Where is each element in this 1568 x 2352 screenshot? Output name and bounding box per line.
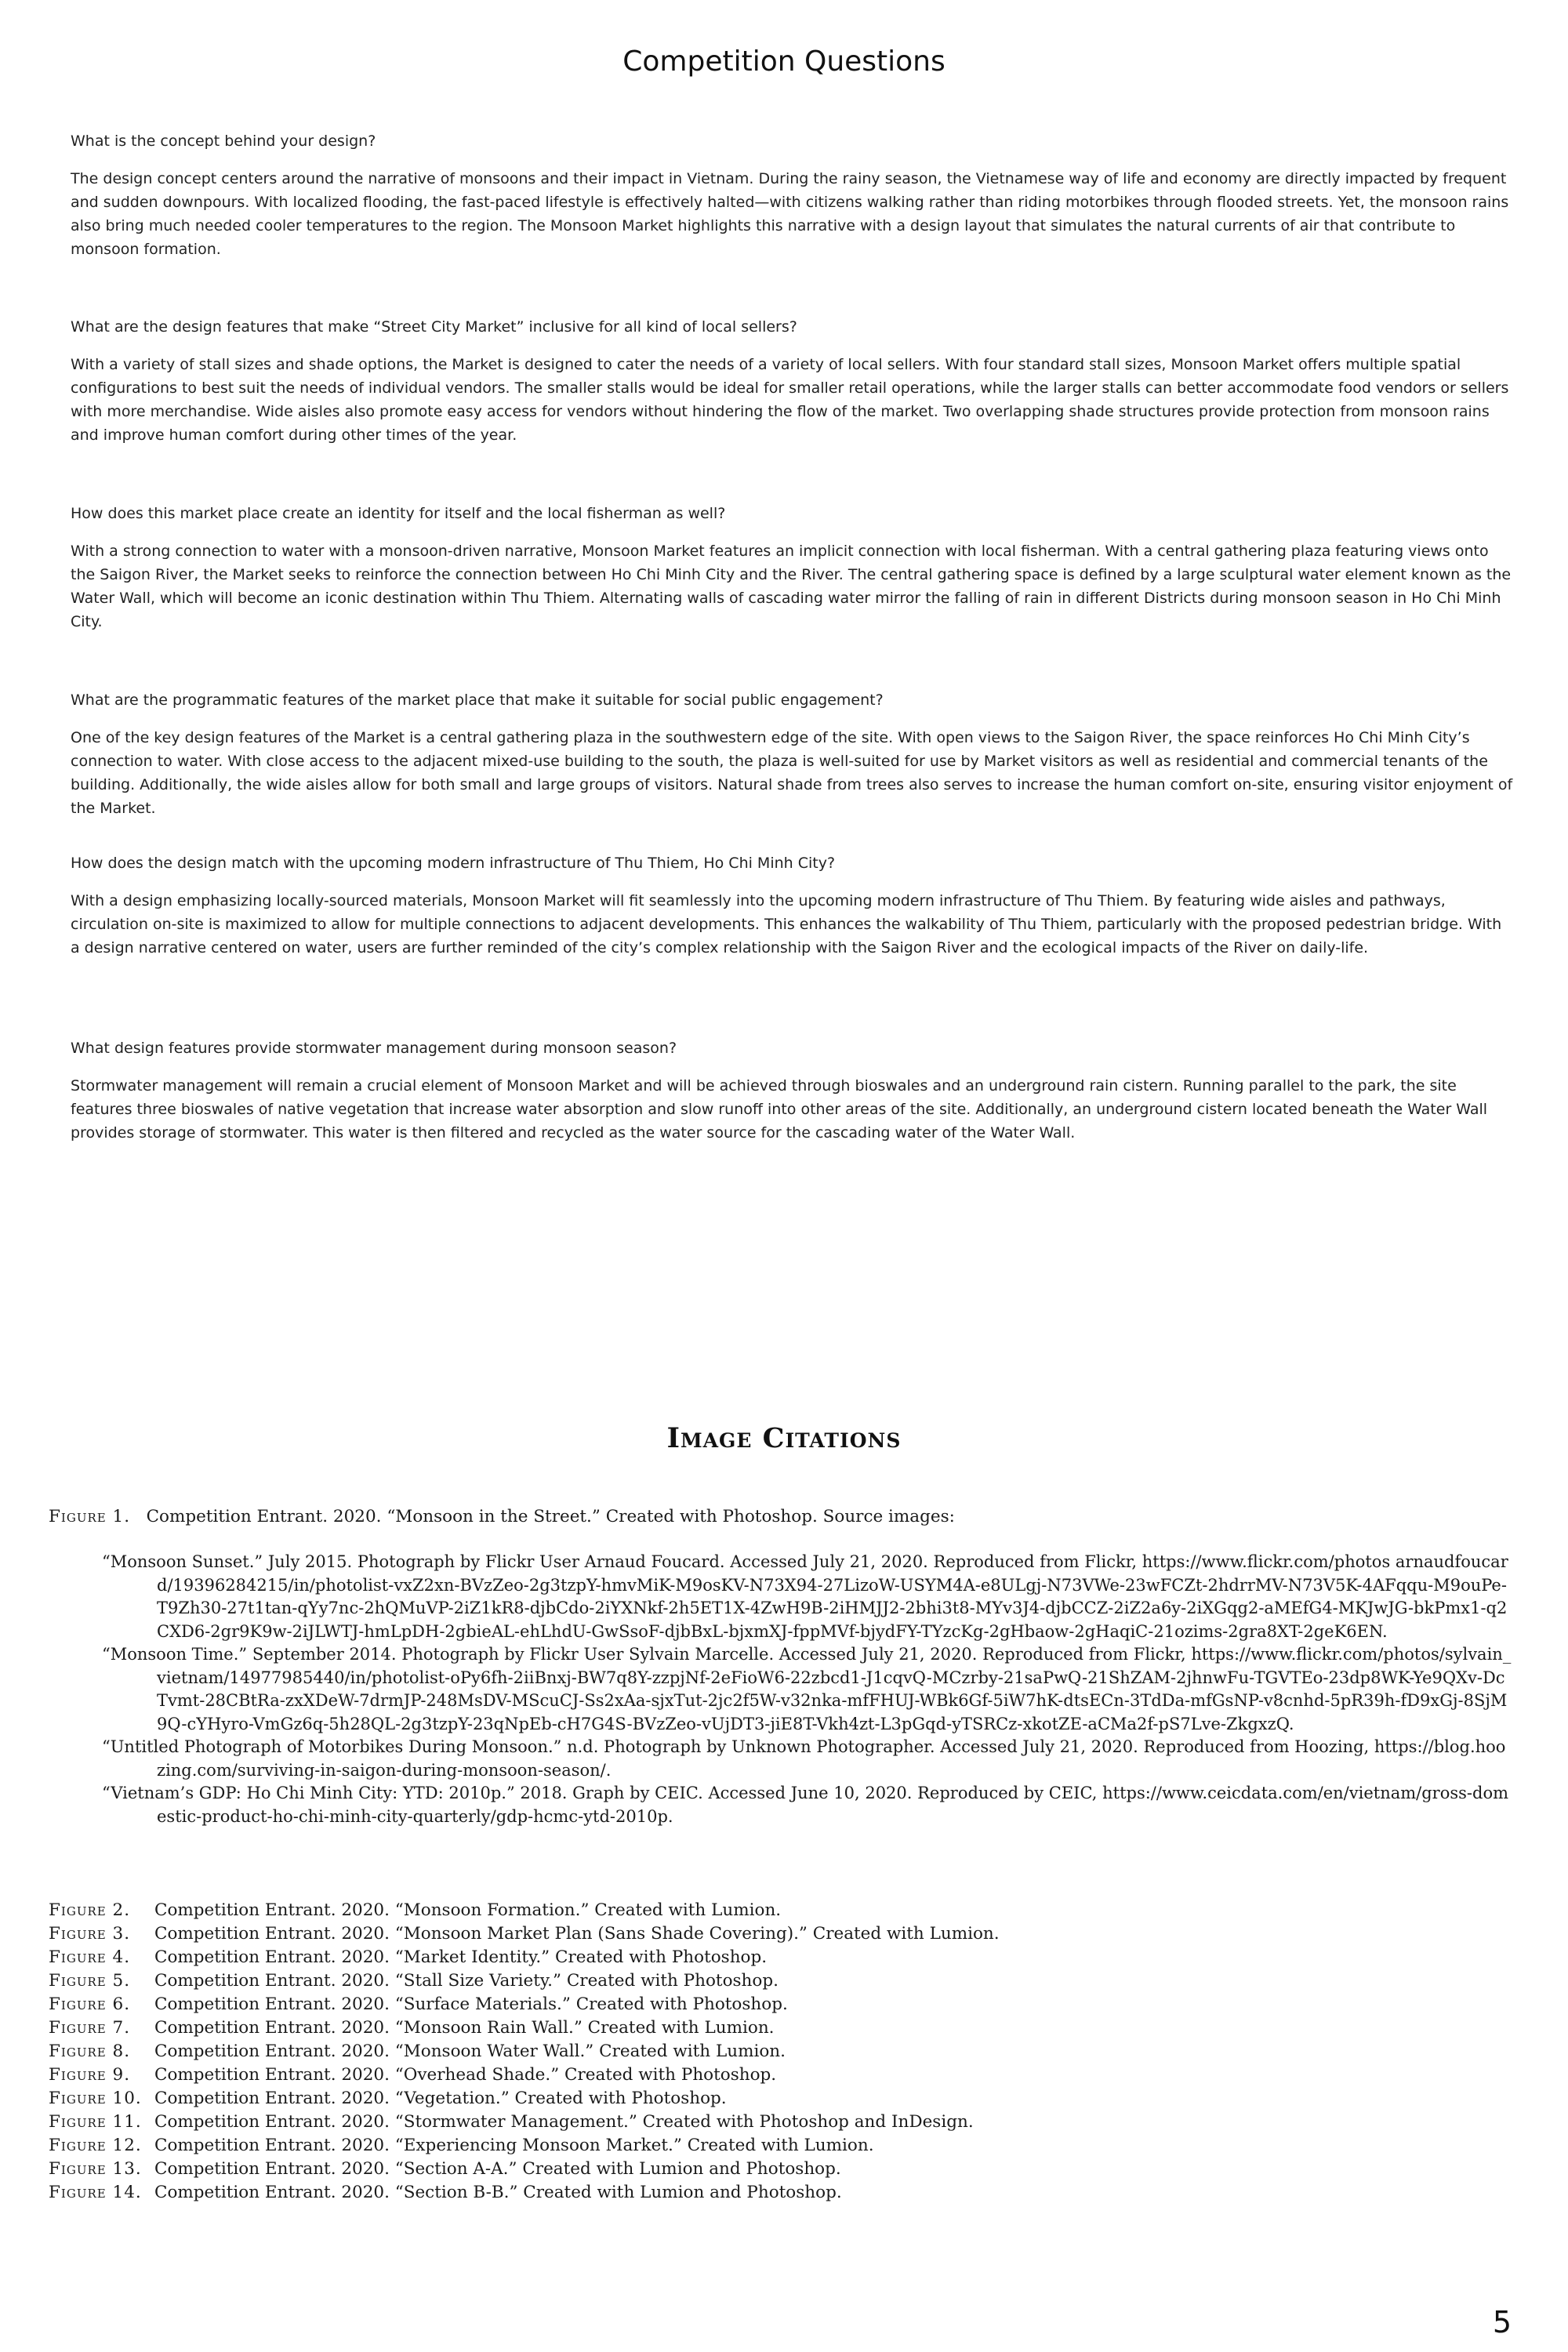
qa-block [71, 851, 1513, 960]
figure-label: Figure 13. [49, 2159, 142, 2179]
figure-citation-list [49, 1899, 1523, 2205]
competition-questions-heading: Competition Questions [622, 45, 946, 78]
figure-citation [49, 1922, 1523, 1946]
figure-citation [49, 2158, 1523, 2181]
figure-citation [49, 2111, 1523, 2134]
figure-label: Figure 6. [49, 1994, 131, 2014]
figure-text: Competition Entrant. 2020. “Overhead Shade.” Created with Photoshop. [154, 2065, 777, 2085]
figure-text: Competition Entrant. 2020. “Stormwater Management.” Created with Photoshop and InDesign. [154, 2112, 974, 2132]
question: What are the programmatic features of the market place that make it suitable for social public engagement? [71, 691, 884, 709]
figure-label: Figure 8. [49, 2042, 131, 2061]
figure-label: Figure 5. [49, 1971, 131, 1991]
figure-label: Figure 1. [49, 1507, 131, 1526]
qa-block [71, 129, 1513, 261]
figure-label: Figure 9. [49, 2065, 131, 2085]
source-citation: “Monsoon Sunset.” July 2015. Photograph by Flickr User Arnaud Foucard. Accessed July 21, 2020. Reproduced from Flickr, https://www.flickr.com/photos arnaudfoucard/19396284215/in/photolist-vxZ2xn-BVzZeo-2g3tzpY-hmvMiK-M9osKV-N73X94-27LizoW-USYM4A-e8ULgj-N73VWe-23wFCZt-2hdrrMV-N73V5K-4AFqqu-M9ouPe-T9Zh30-27t1tan-qYy7nc-2hQMuVP-2iZ1kR8-djbCdo-2iYXNkf-2h5ET1X-4ZwH9B-2iHMJJ2-2bhi3t8-MYv3J4-djbCCZ-2iZ2a6y-2iXGqg2-aMEfG4-MKJwJG-bkPmx1-q2CXD6-2gr9K9w-2iJLWTJ-hmLpDH-2gbieAL-ehLhdU-GwSsoF-djbBxL-bjxmXJ-fppMVf-bjydFY-TYzcKg-2gHbaow-2gHaqiC-21ozims-2gra8XT-2geK6EN. [102, 1552, 1508, 1641]
figure-citation [49, 1969, 1523, 1993]
figure-citation [49, 2087, 1523, 2111]
qa-block [71, 315, 1513, 447]
source-citation: “Vietnam’s GDP: Ho Chi Minh City: YTD: 2010p.” 2018. Graph by CEIC. Accessed June 10, 2020. Reproduced by CEIC, https://www.ceicdata.com/en/vietnam/gross-domestic-product-ho-chi-minh-city-quarterly/gdp-hcmc-ytd-2010p. [102, 1784, 1509, 1826]
figure-text: Competition Entrant. 2020. “Vegetation.” Created with Photoshop. [154, 2089, 727, 2108]
answer: With a variety of stall sizes and shade options, the Market is designed to cater the needs of a variety of local sellers. With four standard stall sizes, Monsoon Market offers multiple spatial configurations to best suit the needs of individual vendors. The smaller stalls would be ideal for smaller retail operations, while the larger stalls can better accommodate food vendors or sellers with more merchandise. Wide aisles also promote easy access for vendors without hindering the flow of the market. Two overlapping shade structures provide protection from monsoon rains and improve human comfort during other times of the year. [71, 356, 1509, 444]
answer: With a design emphasizing locally-sourced materials, Monsoon Market will fit seamlessly into the upcoming modern infrastructure of Thu Thiem. By featuring wide aisles and pathways, circulation on-site is maximized to allow for multiple connections to adjacent developments. This enhances the walkability of Thu Thiem, particularly with the proposed pedestrian bridge. With a design narrative centered on water, users are further reminded of the city’s complex relationship with the Saigon River and the ecological impacts of the River on daily-life. [71, 892, 1502, 956]
figure-label: Figure 3. [49, 1924, 131, 1944]
qa-block [71, 1036, 1513, 1145]
figure-text: Competition Entrant. 2020. “Monsoon in the Street.” Created with Photoshop. Source images: [146, 1507, 955, 1526]
figure-text: Competition Entrant. 2020. “Stall Size Variety.” Created with Photoshop. [154, 1971, 779, 1991]
figure-citation [49, 2016, 1523, 2040]
figure-label: Figure 4. [49, 1947, 131, 1967]
figure-text: Competition Entrant. 2020. “Section B-B.” Created with Lumion and Photoshop. [154, 2183, 842, 2202]
figure-citation [49, 2063, 1523, 2087]
source-image-list [102, 1551, 1513, 1828]
figure-citation [49, 1505, 1523, 1529]
source-citation: “Untitled Photograph of Motorbikes During Monsoon.” n.d. Photograph by Unknown Photographer. Accessed July 21, 2020. Reproduced from Hoozing, https://blog.hoozing.com/surviving-in-saigon-during-monsoon-season/. [102, 1737, 1506, 1780]
question: What design features provide stormwater management during monsoon season? [71, 1040, 677, 1057]
answer: The design concept centers around the narrative of monsoons and their impact in Vietnam. During the rainy season, the Vietnamese way of life and economy are directly impacted by frequent and sudden downpours. With localized flooding, the fast-paced lifestyle is effectively halted—with citizens walking rather than riding motorbikes through flooded streets. Yet, the monsoon rains also bring much needed cooler temperatures to the region. The Monsoon Market highlights this narrative with a design layout that simulates the natural currents of air that contribute to monsoon formation. [71, 170, 1509, 258]
figure-text: Competition Entrant. 2020. “Section A-A.” Created with Lumion and Photoshop. [154, 2159, 841, 2179]
page-number: 5 [1492, 2305, 1512, 2339]
figure-citation [49, 2134, 1523, 2158]
figure-text: Competition Entrant. 2020. “Monsoon Rain Wall.” Created with Lumion. [154, 2018, 775, 2038]
figure-citation [49, 1899, 1523, 1922]
question: What are the design features that make “Street City Market” inclusive for all kind of local sellers? [71, 318, 797, 336]
figure-text: Competition Entrant. 2020. “Experiencing Monsoon Market.” Created with Lumion. [154, 2136, 874, 2155]
question: What is the concept behind your design? [71, 132, 376, 150]
answer: With a strong connection to water with a monsoon-driven narrative, Monsoon Market features an implicit connection with local fisherman. With a central gathering plaza featuring views onto the Saigon River, the Market seeks to reinforce the connection between Ho Chi Minh City and the River. The central gathering space is defined by a large sculptural water element known as the Water Wall, which will become an iconic destination within Thu Thiem. Alternating walls of cascading water mirror the falling of rain in different Districts during monsoon season in Ho Chi Minh City. [71, 543, 1512, 630]
figure-label: Figure 10. [49, 2089, 142, 2108]
image-citations-heading: Image Citations [666, 1422, 902, 1454]
figure-label: Figure 12. [49, 2136, 142, 2155]
figure-text: Competition Entrant. 2020. “Monsoon Formation.” Created with Lumion. [154, 1900, 782, 1920]
question: How does the design match with the upcoming modern infrastructure of Thu Thiem, Ho Chi Minh City? [71, 855, 836, 872]
figure-label: Figure 11. [49, 2112, 142, 2132]
answer: Stormwater management will remain a crucial element of Monsoon Market and will be achieved through bioswales and an underground rain cistern. Running parallel to the park, the site features three bioswales of native vegetation that increase water absorption and slow runoff into other areas of the site. Additionally, an underground cistern located beneath the Water Wall provides storage of stormwater. This water is then filtered and recycled as the water source for the cascading water of the Water Wall. [71, 1077, 1488, 1142]
figure-text: Competition Entrant. 2020. “Surface Materials.” Created with Photoshop. [154, 1994, 788, 2014]
figure-text: Competition Entrant. 2020. “Monsoon Water Wall.” Created with Lumion. [154, 2042, 786, 2061]
source-citation: “Monsoon Time.” September 2014. Photograph by Flickr User Sylvain Marcelle. Accessed July 21, 2020. Reproduced from Flickr, https://www.flickr.com/photos/sylvain_vietnam/14977985440/in/photolist-oPy6fh-2iiBnxj-BW7q8Y-zzpjNf-2eFioW6-22zbcd1-J1cqvQ-MCzrby-21saPwQ-21ShZAM-2jhnwFu-TGVTEo-23dp8WK-Ye9QXv-DcTvmt-28CBtRa-zxXDeW-7drmJP-248MsDV-MScuCJ-Ss2xAa-sjxTut-2jc2f5W-v32nka-mfFHUJ-WBk6Gf-5iW7hK-dtsECn-3TdDa-mfGsNP-v8cnhd-5pR39h-fD9xGj-8SjM9Q-cYHyro-VmGz6q-5h28QL-2g3tzpY-23qNpEb-cH7G4S-BVzZeo-vUjDT3-jiE8T-Vkh4zt-L3pGqd-yTSRCz-xkotZE-aCMa2f-pS7Lve-ZkgxzQ. [102, 1645, 1512, 1733]
question: How does this market place create an identity for itself and the local fisherman as well? [71, 505, 726, 522]
answer: One of the key design features of the Market is a central gathering plaza in the southwestern edge of the site. With open views to the Saigon River, the space reinforces Ho Chi Minh City’s connection to water. With close access to the adjacent mixed-use building to the south, the plaza is well-suited for use by Market visitors as well as residential and commercial tenants of the building. Additionally, the wide aisles allow for both small and large groups of visitors. Natural shade from trees also serves to increase the human comfort on-site, ensuring visitor enjoyment of the Market. [71, 729, 1513, 817]
figure-citation [49, 1993, 1523, 2016]
figure-citation [49, 1946, 1523, 1969]
figure-label: Figure 2. [49, 1900, 131, 1920]
figure-label: Figure 7. [49, 2018, 131, 2038]
figure-label: Figure 14. [49, 2183, 142, 2202]
figure-text: Competition Entrant. 2020. “Market Identity.” Created with Photoshop. [154, 1947, 768, 1967]
qa-block [71, 502, 1513, 633]
figure-citation [49, 2040, 1523, 2063]
qa-block [71, 688, 1513, 820]
figure-text: Competition Entrant. 2020. “Monsoon Market Plan (Sans Shade Covering).” Created with Lumion. [154, 1924, 1000, 1944]
figure-citation [49, 2181, 1523, 2205]
